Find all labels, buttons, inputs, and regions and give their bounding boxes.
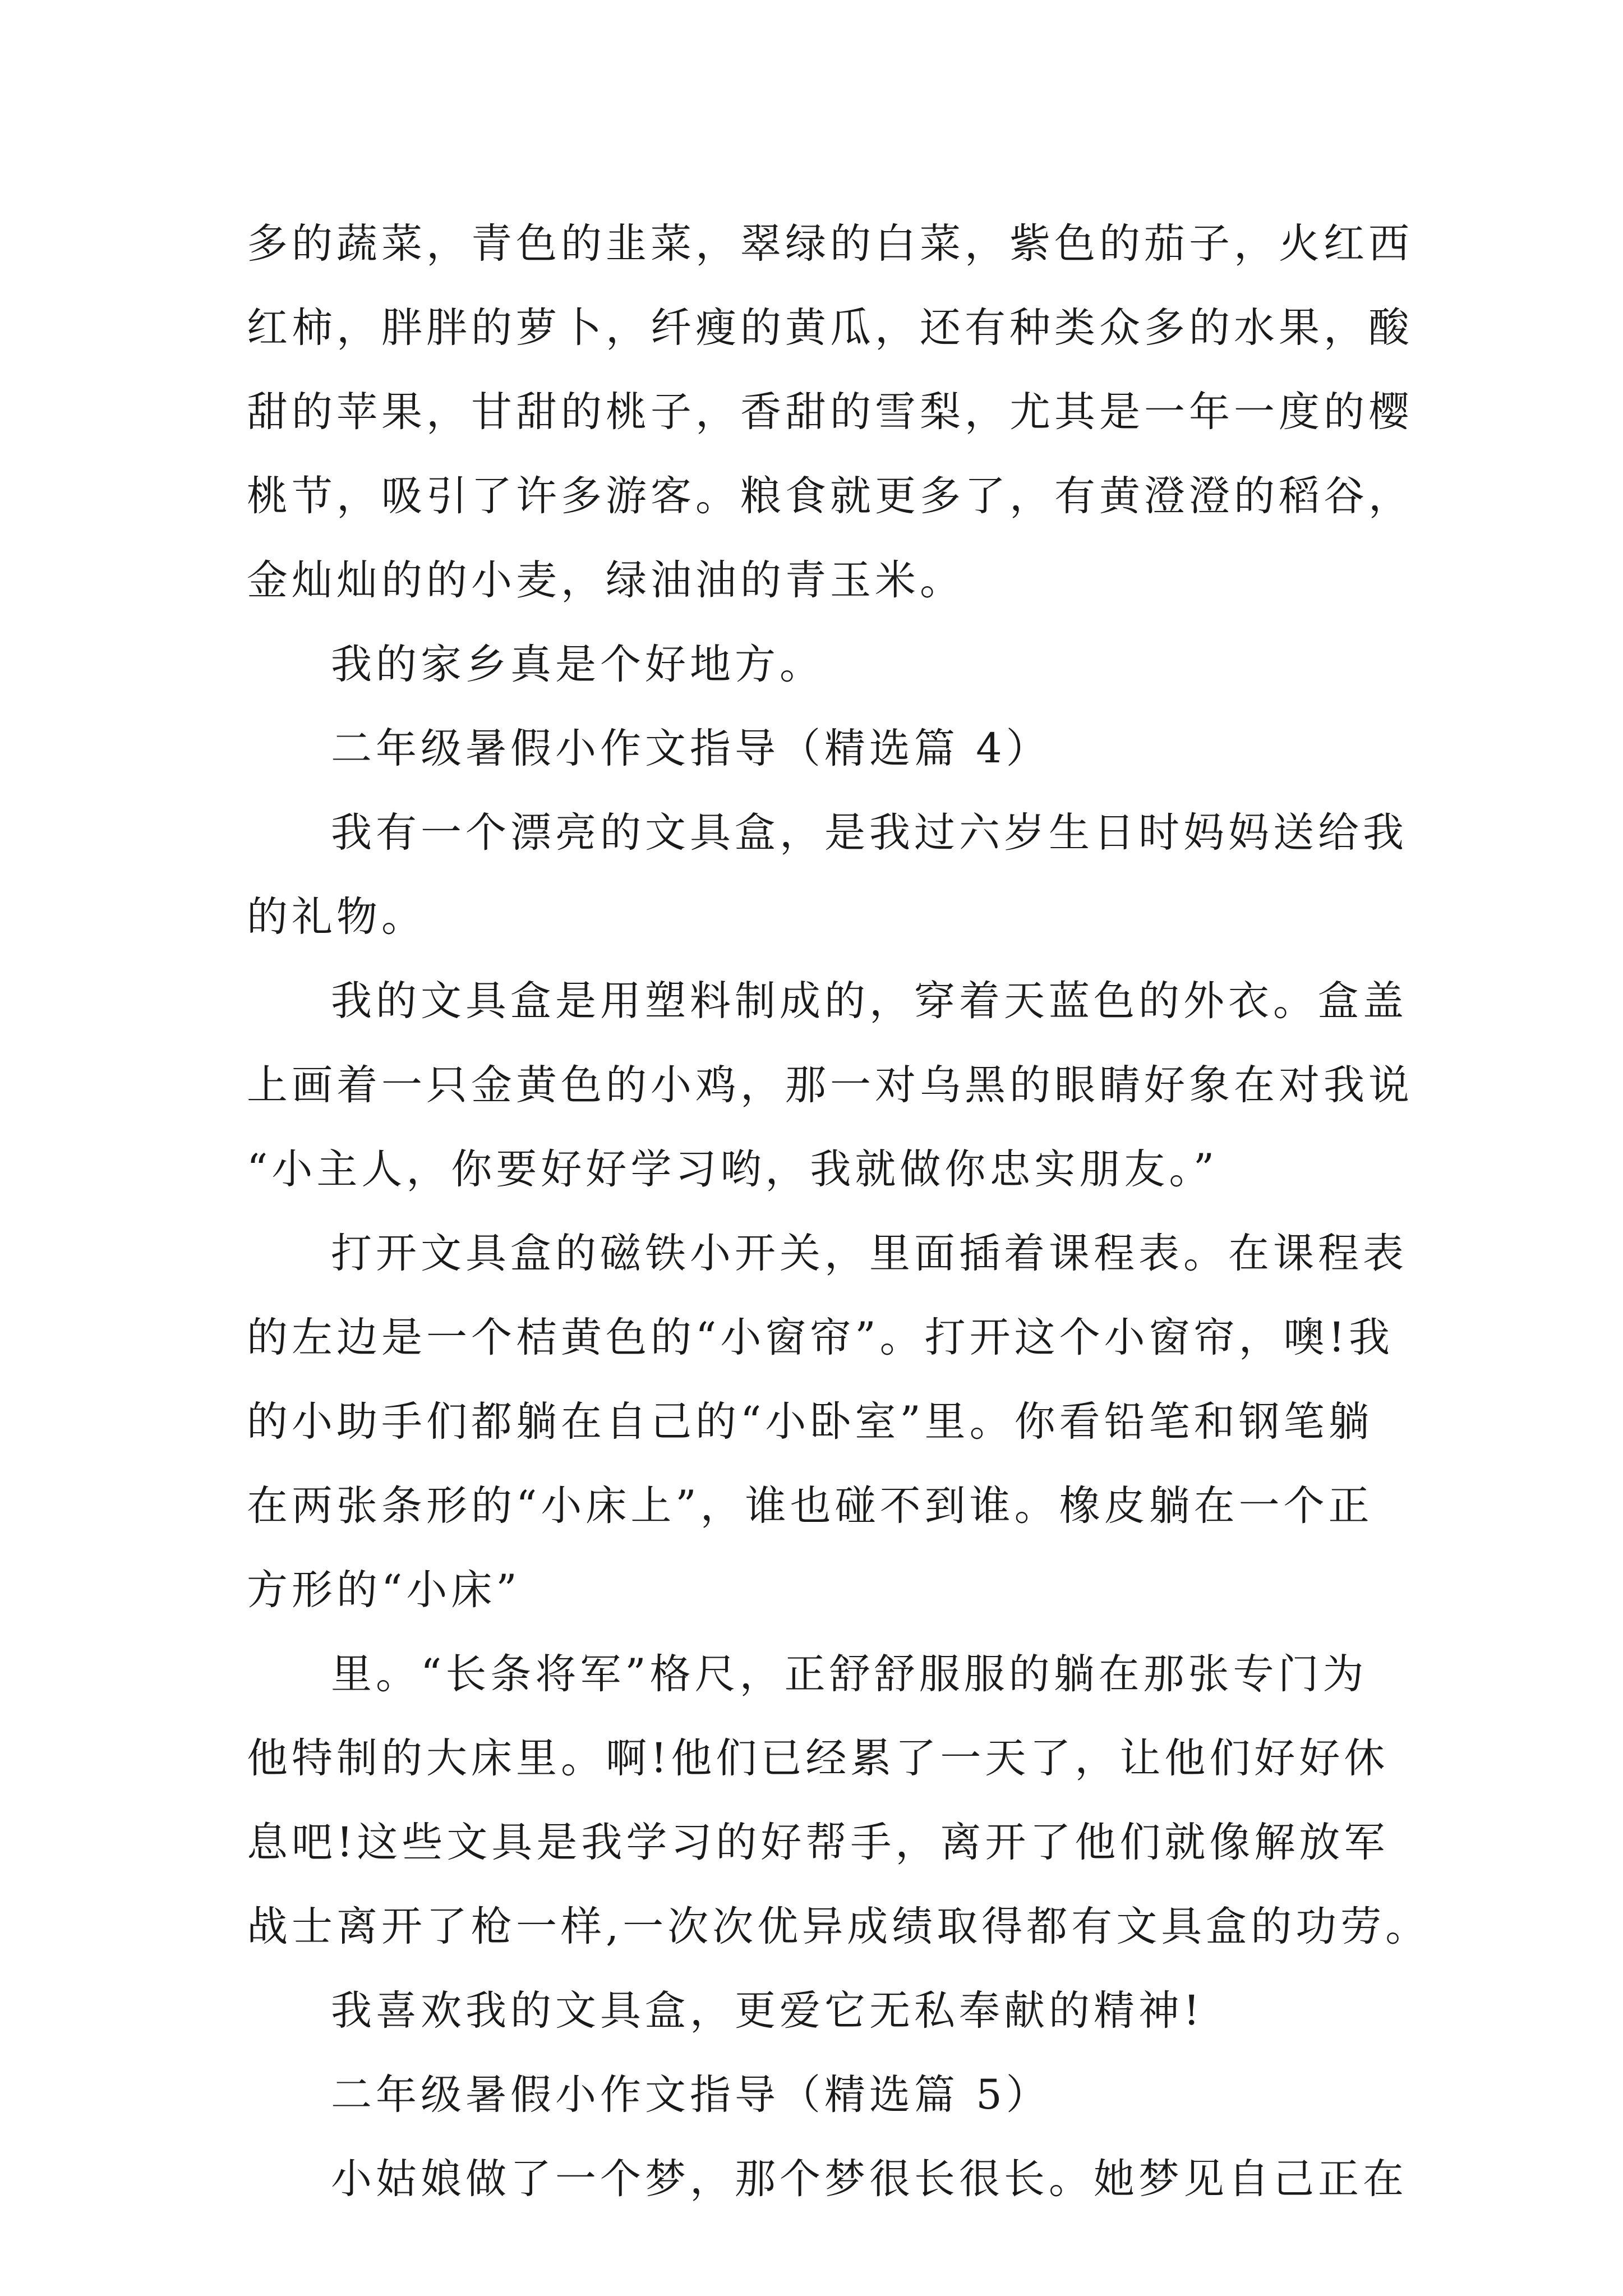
text-line: 的左边是一个桔黄色的“小窗帘”。打开这个小窗帘，噢!我 xyxy=(247,1314,1394,1361)
text-line: “小主人，你要好好学习哟，我就做你忠实朋友。” xyxy=(247,1145,1219,1193)
text-line: 他特制的大床里。啊!他们已经累了一天了，让他们好好休 xyxy=(247,1734,1389,1782)
text-line: 甜的苹果，甘甜的桃子，香甜的雪梨，尤其是一年一度的樱 xyxy=(247,388,1413,436)
text-line: 红柿，胖胖的萝卜，纤瘦的黄瓜，还有种类众多的水果，酸 xyxy=(247,304,1413,352)
text-line: 打开文具盒的磁铁小开关，里面插着课程表。在课程表 xyxy=(331,1230,1408,1277)
text-line: 桃节，吸引了许多游客。粮食就更多了，有黄澄澄的稻谷， xyxy=(247,472,1413,520)
text-line: 我的文具盒是用塑料制成的，穿着天蓝色的外衣。盒盖 xyxy=(331,977,1408,1025)
text-line: 我的家乡真是个好地方。 xyxy=(331,641,824,688)
text-line: 我喜欢我的文具盒，更爱它无私奉献的精神! xyxy=(331,1987,1204,2035)
text-line: 息吧!这些文具是我学习的好帮手，离开了他们就像解放军 xyxy=(247,1819,1389,1866)
text-line: 我有一个漂亮的文具盒，是我过六岁生日时妈妈送给我 xyxy=(331,809,1408,857)
section-heading: 二年级暑假小作文指导（精选篇 5） xyxy=(331,2071,1051,2119)
text-line: 在两张条形的“小床上”，谁也碰不到谁。橡皮躺在一个正 xyxy=(247,1482,1373,1530)
text-line: 金灿灿的的小麦，绿油油的青玉米。 xyxy=(247,556,965,604)
text-line: 小姑娘做了一个梦，那个梦很长很长。她梦见自己正在 xyxy=(331,2155,1408,2203)
text-line: 里。“长条将军”格尺，正舒舒服服的躺在那张专门为 xyxy=(331,1650,1368,1698)
text-line: 战士离开了枪一样,一次次优异成绩取得都有文具盒的功劳。 xyxy=(247,1903,1431,1950)
text-line: 方形的“小床” xyxy=(247,1566,521,1614)
text-line: 多的蔬菜，青色的韭菜，翠绿的白菜，紫色的茄子，火红西 xyxy=(247,220,1413,268)
section-heading: 二年级暑假小作文指导（精选篇 4） xyxy=(331,725,1051,772)
document-body xyxy=(247,202,1431,2221)
text-line: 的小助手们都躺在自己的“小卧室”里。你看铅笔和钢笔躺 xyxy=(247,1398,1373,1446)
text-line: 上画着一只金黄色的小鸡，那一对乌黑的眼睛好象在对我说 xyxy=(247,1061,1413,1109)
text-line: 的礼物。 xyxy=(247,893,426,941)
